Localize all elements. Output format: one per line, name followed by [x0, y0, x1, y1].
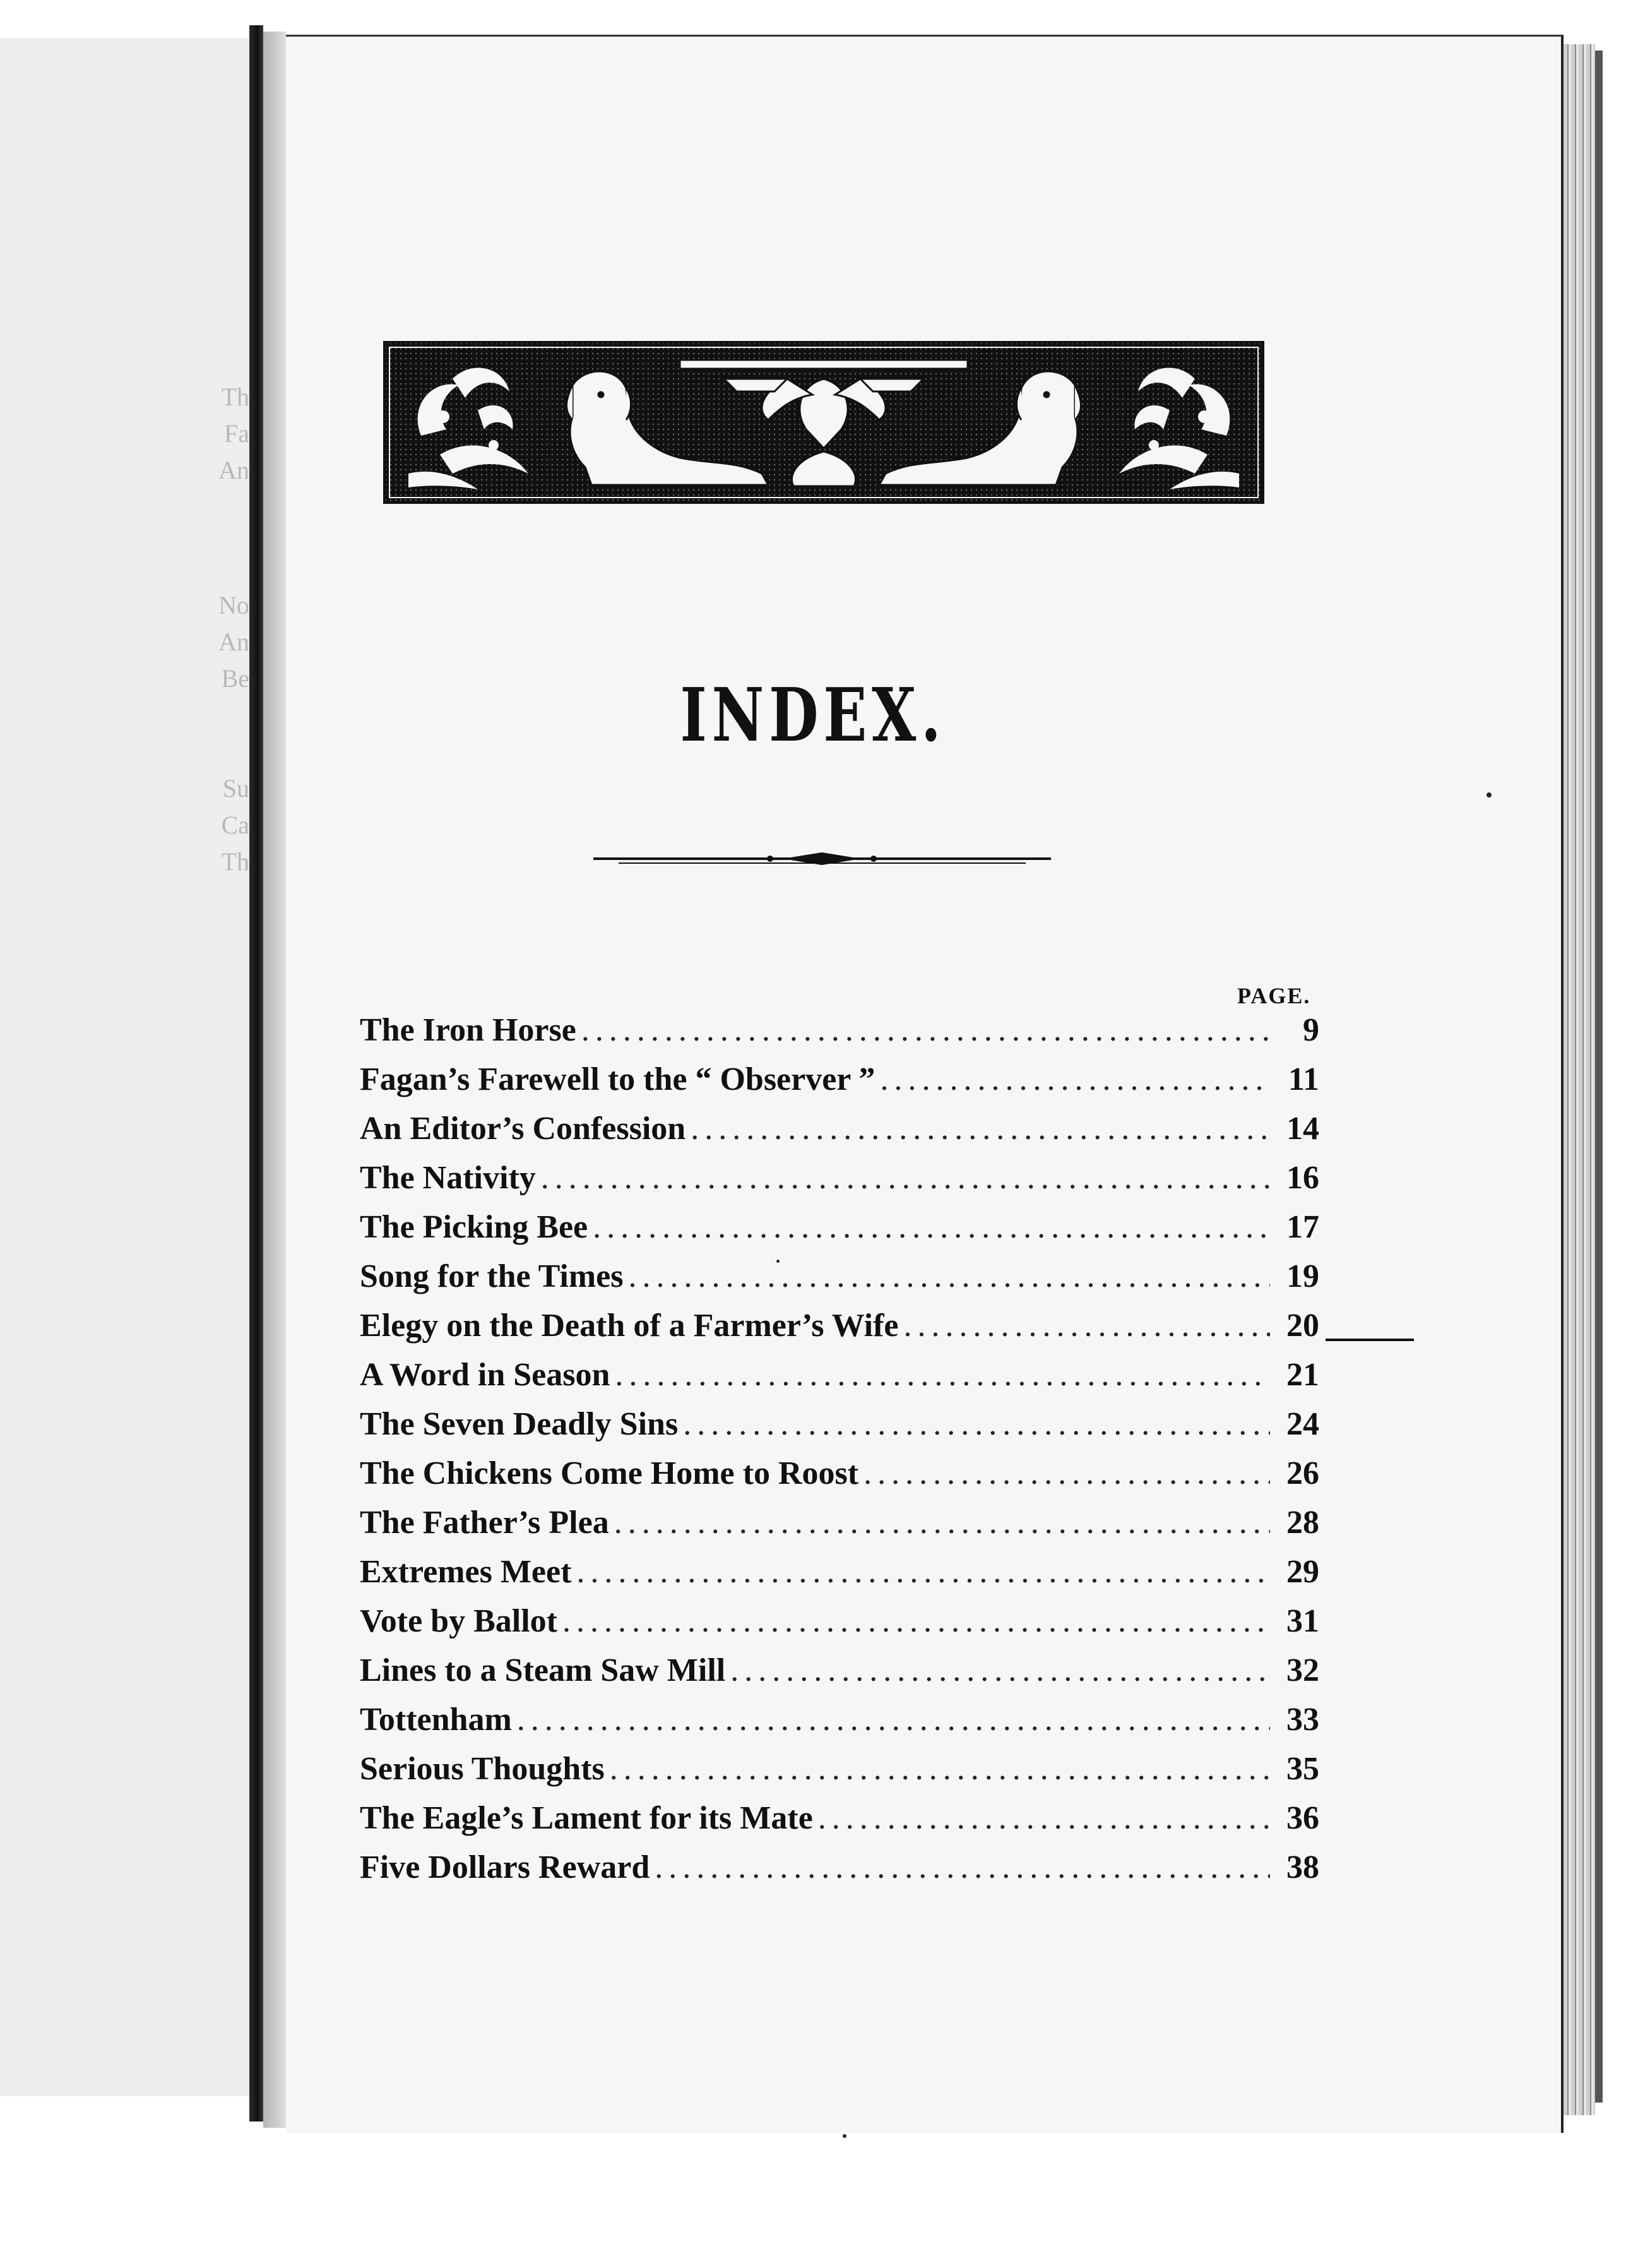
facing-page: [0, 38, 253, 2096]
toc-entry-title: Five Dollars Reward: [360, 1849, 650, 1885]
dot-leader: [818, 1799, 1270, 1837]
page-gutter: [263, 32, 286, 2128]
toc-entry-title: Fagan’s Farewell to the “ Observer ”: [360, 1061, 875, 1097]
toc-entry: [360, 1799, 1319, 1849]
dot-leader: [683, 1406, 1270, 1443]
toc-entry-page: 9: [1303, 1012, 1319, 1048]
toc-entry-title: Serious Thoughts: [360, 1751, 605, 1787]
page-stack-edges: [1564, 44, 1595, 2115]
toc-entry-title: Tottenham: [360, 1702, 512, 1738]
dot-leader: [562, 1603, 1270, 1640]
facing-page-fragment: No: [218, 591, 249, 619]
page-column-label: PAGE.: [1237, 983, 1311, 1008]
toc-entry-title: Lines to a Steam Saw Mill: [360, 1652, 726, 1688]
page-title: INDEX.: [680, 672, 946, 758]
facing-page-fragment: Th: [221, 847, 249, 876]
toc-entry-title: An Editor’s Confession: [360, 1111, 686, 1147]
toc-entry-title: The Iron Horse: [360, 1012, 576, 1048]
toc-entry-title: The Chickens Come Home to Roost: [360, 1455, 859, 1491]
toc-entry-page: 28: [1286, 1505, 1319, 1541]
toc-entry: [360, 1159, 1319, 1209]
toc-entry: [360, 1849, 1319, 1898]
dot-leader: [629, 1258, 1271, 1295]
toc-entry: [360, 1603, 1319, 1652]
toc-entry-title: Elegy on the Death of a Farmer’s Wife: [360, 1308, 899, 1344]
toc-entry: [360, 1553, 1319, 1603]
toc-entry: [360, 1209, 1319, 1258]
toc-entry: [360, 1455, 1319, 1504]
dot-leader: [541, 1159, 1270, 1197]
toc-entry-title: The Father’s Plea: [360, 1505, 609, 1541]
toc-entry-title: The Nativity: [360, 1160, 536, 1196]
toc-entry-page: 36: [1286, 1800, 1319, 1836]
toc-entry-page: 26: [1286, 1455, 1319, 1491]
toc-entry: [360, 1110, 1319, 1159]
ink-speck: [1487, 792, 1492, 797]
table-of-contents: [360, 1012, 1319, 1898]
toc-entry: [360, 1652, 1319, 1701]
dot-leader: [691, 1110, 1270, 1147]
ink-speck: [843, 2134, 846, 2138]
toc-entry: [360, 1307, 1319, 1356]
toc-entry: [360, 1406, 1319, 1455]
page-stack-shadow: [1595, 51, 1603, 2103]
toc-entry: [360, 1258, 1319, 1307]
dot-leader: [581, 1012, 1270, 1049]
dot-leader: [576, 1553, 1270, 1591]
decorative-rule: [593, 846, 1051, 871]
toc-entry-page: 38: [1286, 1849, 1319, 1885]
toc-entry-page: 35: [1286, 1751, 1319, 1787]
toc-entry-page: 14: [1286, 1111, 1319, 1147]
dot-leader: [614, 1504, 1270, 1541]
sphinx-lotus-ornament-icon: [383, 341, 1264, 504]
ink-speck: [776, 1260, 780, 1263]
toc-entry-title: The Picking Bee: [360, 1209, 588, 1245]
toc-entry-page: 21: [1286, 1357, 1319, 1393]
toc-entry: [360, 1061, 1319, 1110]
facing-page-fragment: Ca: [221, 811, 249, 839]
toc-entry: [360, 1701, 1319, 1750]
toc-entry-page: 32: [1286, 1652, 1319, 1688]
toc-entry-title: A Word in Season: [360, 1357, 610, 1393]
dot-leader: [593, 1209, 1270, 1246]
dot-leader: [610, 1750, 1270, 1788]
toc-entry-page: 29: [1286, 1554, 1319, 1590]
toc-entry-title: Song for the Times: [360, 1258, 624, 1294]
dot-leader: [517, 1701, 1270, 1738]
margin-mark: [1326, 1339, 1414, 1341]
dot-leader: [730, 1652, 1270, 1689]
toc-entry-title: Extremes Meet: [360, 1554, 572, 1590]
toc-entry-page: 20: [1286, 1308, 1319, 1344]
dot-leader: [880, 1061, 1270, 1098]
toc-entry-title: Vote by Ballot: [360, 1603, 557, 1639]
toc-entry-title: The Eagle’s Lament for its Mate: [360, 1800, 813, 1836]
toc-entry: [360, 1504, 1319, 1553]
facing-page-fragment: An: [218, 628, 249, 656]
facing-page-fragment: Fa: [224, 419, 249, 448]
toc-entry-page: 11: [1288, 1061, 1319, 1097]
dot-leader: [903, 1307, 1270, 1344]
dot-leader: [655, 1849, 1270, 1886]
toc-entry: [360, 1356, 1319, 1406]
facing-page-fragment: An: [218, 456, 249, 484]
toc-entry-page: 31: [1286, 1603, 1319, 1639]
dot-leader: [863, 1455, 1270, 1492]
toc-entry-page: 17: [1286, 1209, 1319, 1245]
toc-entry-page: 24: [1286, 1406, 1319, 1442]
toc-entry: [360, 1750, 1319, 1799]
facing-page-fragment: Su: [222, 774, 249, 803]
toc-entry-page: 16: [1286, 1160, 1319, 1196]
dot-leader: [615, 1356, 1270, 1394]
toc-entry-page: 19: [1286, 1258, 1319, 1294]
toc-entry: [360, 1012, 1319, 1061]
toc-entry-page: 33: [1286, 1702, 1319, 1738]
book-spine: [249, 25, 263, 2122]
facing-page-fragment: Th: [221, 383, 249, 411]
toc-entry-title: The Seven Deadly Sins: [360, 1406, 679, 1442]
facing-page-fragment: Be: [221, 664, 249, 693]
